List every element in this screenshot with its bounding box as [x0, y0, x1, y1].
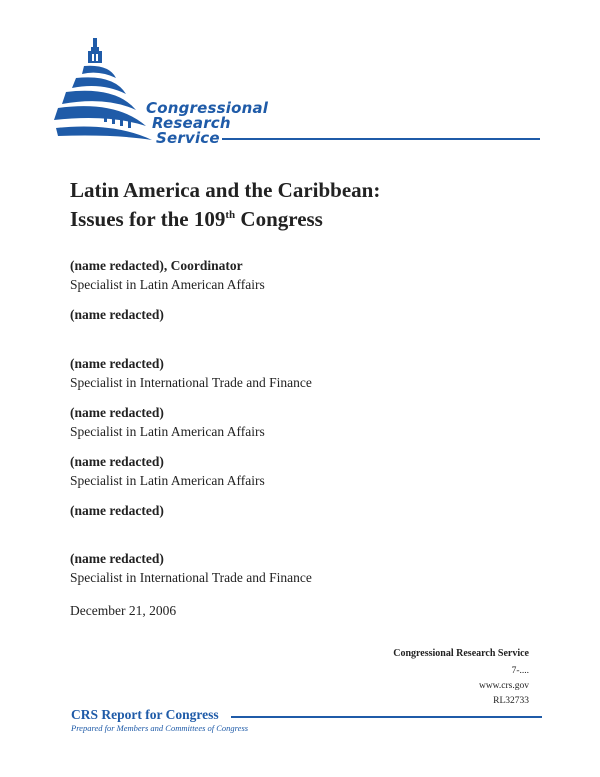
title-line-2-text: Issues for the 109: [70, 207, 226, 231]
crs-org-name: Congressional Research Service: [393, 648, 529, 659]
report-title: [70, 176, 380, 234]
author-role: Specialist in International Trade and Finance: [70, 570, 312, 585]
author-name: (name redacted): [70, 503, 164, 518]
report-date: December 21, 2006: [70, 603, 177, 618]
author-name: (name redacted), Coordinator: [70, 258, 243, 273]
logo-line-congressional: Congressional: [146, 99, 269, 117]
title-line-2: [70, 205, 380, 234]
author-role: Specialist in Latin American Affairs: [70, 277, 265, 292]
crs-website: www.crs.gov: [478, 681, 529, 691]
author-name: (name redacted): [70, 307, 164, 322]
author-name: (name redacted): [70, 454, 164, 469]
author-role: Specialist in Latin American Affairs: [70, 424, 265, 439]
author-name: (name redacted): [70, 551, 164, 566]
author-block: [70, 549, 312, 587]
footer-title: CRS Report for Congress: [71, 707, 219, 722]
author-block: [70, 403, 265, 441]
crs-info-block: [393, 646, 529, 709]
author-role: Specialist in International Trade and Finance: [70, 375, 312, 390]
crs-report-number: RL32733: [493, 696, 529, 706]
logo-line-service: Service: [156, 129, 220, 147]
logo-rule: [222, 138, 540, 140]
author-block: [70, 256, 265, 294]
author-block: [70, 354, 312, 392]
author-block: [70, 452, 265, 490]
footer-subtitle: Prepared for Members and Committees of Congress: [71, 723, 249, 733]
crs-logo: [54, 36, 544, 148]
footer-rule: [231, 716, 542, 718]
title-line-2-end: Congress: [235, 207, 323, 231]
title-line-1: Latin America and the Caribbean:: [70, 178, 381, 202]
logo-line-research: Research: [152, 114, 231, 132]
author-block: [70, 305, 164, 324]
capitol-dome-icon: [54, 36, 154, 148]
author-name: (name redacted): [70, 356, 164, 371]
author-block: [70, 501, 164, 520]
title-superscript: th: [225, 209, 236, 221]
crs-phone: 7-....: [511, 666, 529, 676]
author-role: Specialist in Latin American Affairs: [70, 473, 265, 488]
author-name: (name redacted): [70, 405, 164, 420]
